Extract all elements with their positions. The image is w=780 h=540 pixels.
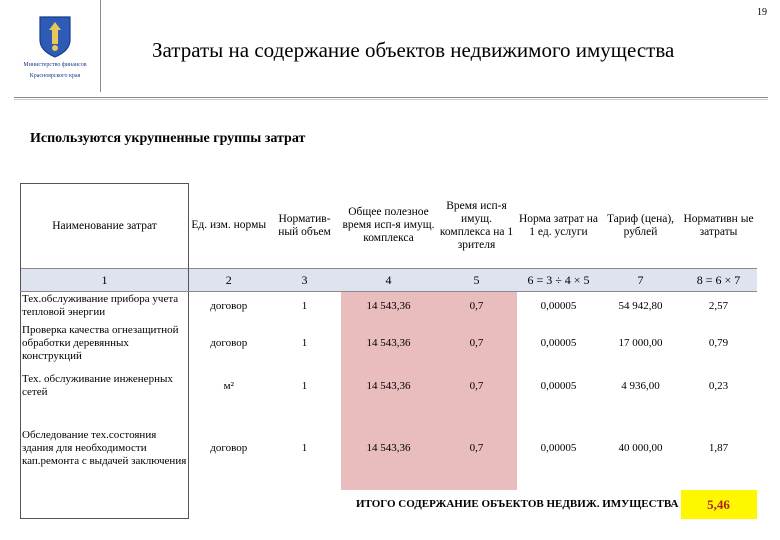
total-time-cell: 14 543,36 (341, 406, 437, 490)
column-number: 1 (21, 269, 189, 292)
table-header-row (21, 184, 757, 269)
cost-name: Тех.обслуживание прибора учета тепловой энергии (21, 292, 189, 321)
table-row (21, 366, 757, 406)
cost-name: Тех. обслуживание инженерных сетей (21, 366, 189, 406)
norm-volume-cell: 1 (301, 336, 308, 349)
norm-costs-cell: 2,57 (708, 299, 729, 312)
time-per-viewer-cell: 0,7 (437, 292, 517, 321)
total-time-cell: 14 543,36 (341, 366, 437, 406)
section-subtitle: Используются укрупненные группы затрат (30, 131, 306, 146)
column-number-row (21, 269, 757, 292)
norm-costs-cell: 1,87 (708, 441, 729, 454)
header-unit: Ед. изм. нормы (191, 219, 267, 232)
header-vertical-rule (100, 0, 101, 92)
norm-costs-cell: 0,23 (708, 379, 729, 392)
total-spacer (21, 490, 189, 519)
tariff-cell: 4 936,00 (621, 379, 660, 392)
tariff-cell: 54 942,80 (618, 299, 663, 312)
column-number: 4 (341, 269, 437, 292)
table-row (21, 292, 757, 321)
cost-name: Обследование тех.состояния здания для необходимости кап.ремонта с выдачей заключения (21, 406, 189, 490)
unit-cell: договор (210, 441, 248, 454)
column-number: 3 (269, 269, 341, 292)
tariff-cell: 17 000,00 (618, 336, 663, 349)
norm-costs-cell: 0,79 (708, 336, 729, 349)
costs-table (20, 183, 757, 519)
total-label: ИТОГО СОДЕРЖАНИЕ ОБЪЕКТОВ НЕДВИЖ. ИМУЩЕСТВА (355, 497, 679, 510)
page-title: Затраты на содержание объектов недвижимого имущества (152, 38, 675, 62)
unit-cell: договор (210, 336, 248, 349)
norm-volume-cell: 1 (301, 379, 308, 392)
cost-norm-cell: 0,00005 (540, 441, 577, 454)
header-cost-name: Наименование затрат (21, 184, 189, 269)
table-row (21, 406, 757, 490)
cost-norm-cell: 0,00005 (540, 379, 577, 392)
total-time-cell: 14 543,36 (341, 320, 437, 366)
unit-cell: м² (223, 379, 234, 392)
logo-caption-line1: Министерство финансов (23, 62, 87, 68)
header-cost-norm: Норма затрат на 1 ед. услуги (518, 212, 599, 238)
column-number: 5 (437, 269, 517, 292)
cost-norm-cell: 0,00005 (540, 336, 577, 349)
header-norm-costs: Нормативн ые затраты (683, 212, 754, 238)
total-row (21, 490, 757, 519)
ministry-logo (14, 14, 96, 96)
norm-volume-cell: 1 (301, 441, 308, 454)
header-horizontal-rule-shadow (14, 99, 768, 100)
header-horizontal-rule (14, 97, 768, 98)
logo-caption-line2: Красноярского края (29, 73, 81, 79)
column-number: 7 (601, 269, 681, 292)
unit-cell: договор (210, 299, 248, 312)
cost-norm-cell: 0,00005 (540, 299, 577, 312)
column-number: 8 = 6 × 7 (681, 269, 757, 292)
header-time-per-viewer: Время исп-я имущ. комплекса на 1 зрителя (439, 199, 514, 251)
page-number: 19 (757, 7, 767, 18)
time-per-viewer-cell: 0,7 (437, 406, 517, 490)
time-per-viewer-cell: 0,7 (437, 366, 517, 406)
table-row (21, 320, 757, 366)
total-value: 5,46 (681, 490, 757, 519)
cost-name: Проверка качества огнезащитной обработки деревянных конструкций (21, 320, 189, 366)
coat-of-arms-icon (37, 14, 73, 58)
header-norm-volume: Норматив-ный объем (278, 212, 331, 238)
norm-volume-cell: 1 (301, 299, 308, 312)
total-time-cell: 14 543,36 (341, 292, 437, 321)
header-tariff: Тариф (цена), рублей (606, 212, 675, 238)
time-per-viewer-cell: 0,7 (437, 320, 517, 366)
tariff-cell: 40 000,00 (618, 441, 663, 454)
column-number: 6 = 3 ÷ 4 × 5 (517, 269, 601, 292)
header-total-time: Общее полезное время исп-я имущ. комплекса (342, 206, 435, 245)
column-number: 2 (189, 269, 269, 292)
